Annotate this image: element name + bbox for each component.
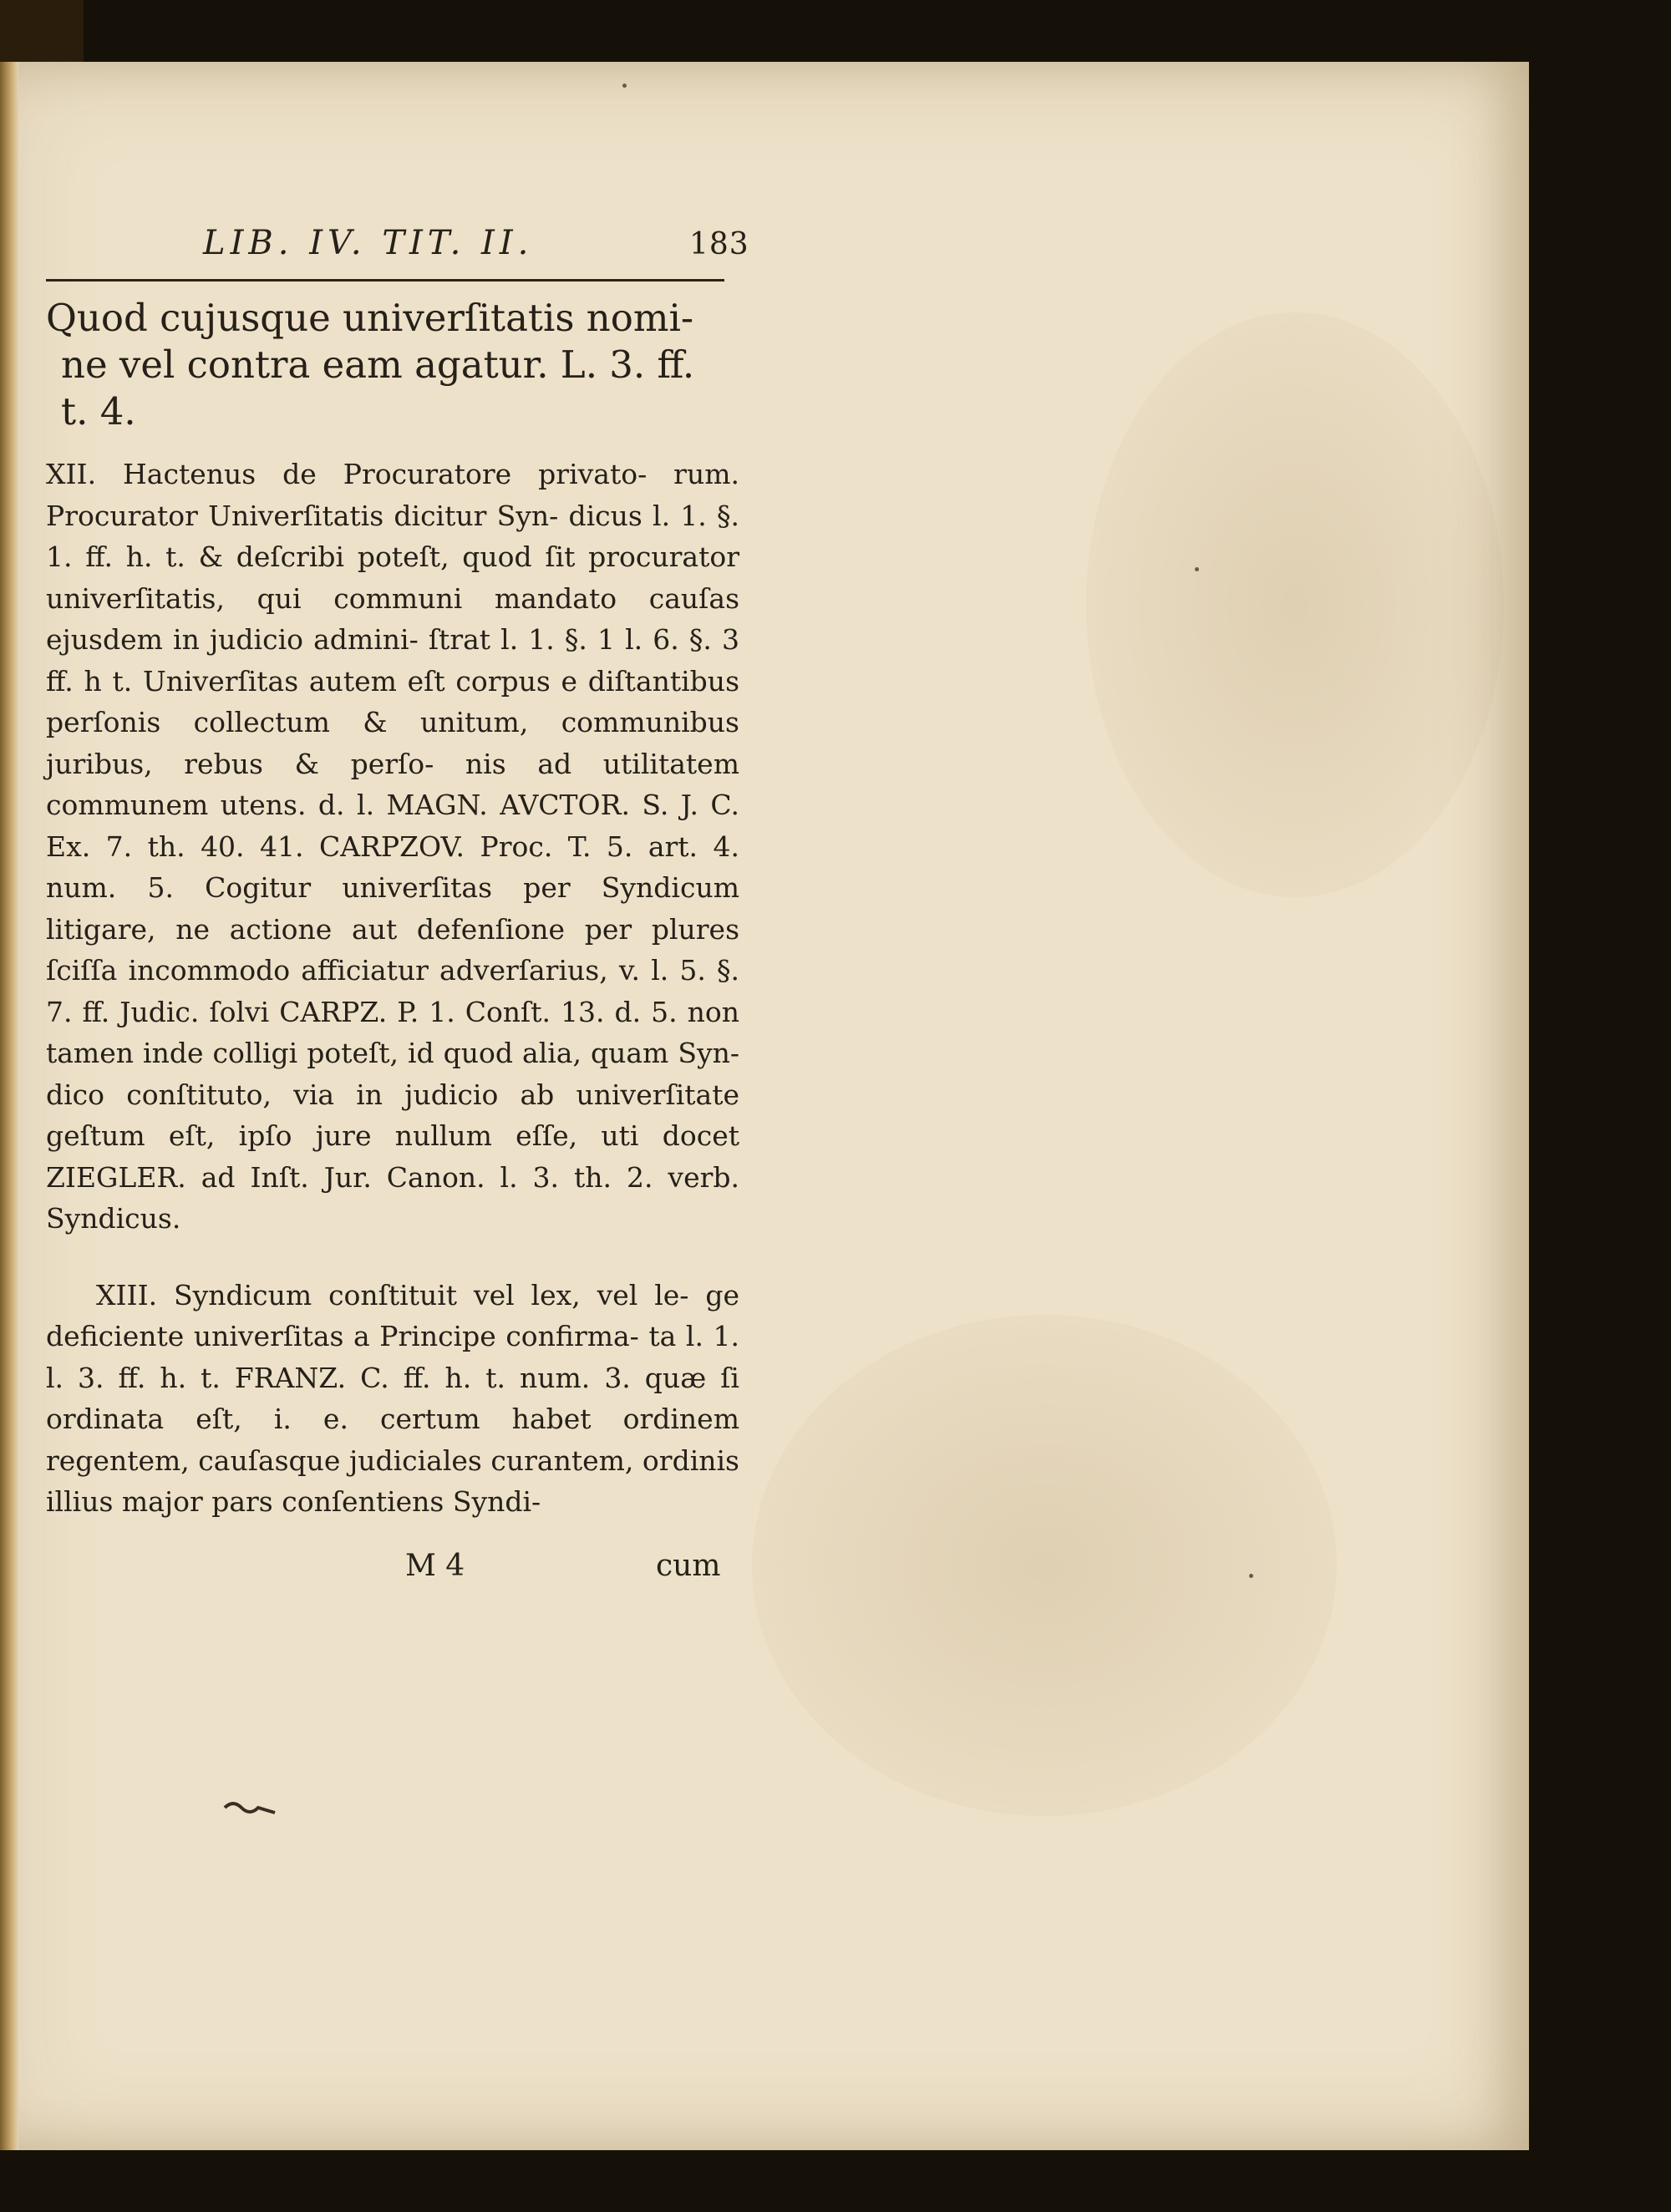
paper-speck — [1195, 567, 1199, 571]
paragraph-xii: XII. Hactenus de Procuratore privato- rum. Procurator Univerſitatis dicitur Syn- dicus l. 1. §. 1. ff. h. t. & deſcribi poteſt, quod ſit procurator univerſitatis, qui communi mandato cauſas ejusdem in judicio admini- ſtrat l. 1. §. 1 l. 6. §. 3 ff. h t. Univerſitas autem eſt corpus e diſtantibus perſonis collectum & unitum, communibus juribus, rebus & perſo- nis ad utilitatem communem utens. d. l. MAGN. AVCTOR. S. J. C. Ex. 7. th. 40. 41. CARPZOV. Proc. T. 5. art. 4. num. 5. Cogitur univerſitas per Syndicum litigare, ne actione aut defenſione per plures ſciſſa incommodo afficiatur adverſarius, v. l. 5. §. 7. ff. Judic. ſolvi CARPZ. P. 1. Conſt. 13. d. 5. non tamen inde colligi poteſt, id quod alia, quam Syn- dico conſtituto, via in judicio ab univerſitate geſtum eſt, ipſo jure nullum eſſe, uti docet ZIEGLER. ad Inſt. Jur. Canon. l. 3. th. 2. verb. Syndicus. — [46, 458, 739, 1235]
lead-paragraph — [46, 295, 739, 435]
binding-tab — [0, 0, 84, 65]
running-header — [46, 219, 749, 274]
ink-mark-icon — [221, 1798, 280, 1818]
lead-line-1: Quod cujusque univerſitatis nomi- — [46, 296, 694, 340]
text-block — [46, 219, 749, 1591]
lead-line-2: ne vel contra eam agatur. L. 3. ff. — [61, 342, 695, 387]
header-rule — [46, 279, 724, 282]
page-spine-edge — [0, 62, 18, 2150]
page-number: 183 — [689, 227, 749, 261]
paper-stain — [1086, 312, 1504, 897]
paragraph-xiii: XIII. Syndicum conſtituit vel lex, vel le- ge deficiente univerſitas a Principe confirma- ta l. 1. l. 3. ff. h. t. FRANZ. C. ff. h. t. num. 3. quæ ſi ordinata eſt, i. e. certum habet ordinem regentem, cauſasque judiciales curantem, ordinis illius major pars conſentiens Syndi- — [46, 1278, 739, 1518]
running-title: LIB. IV. TIT. II. — [203, 224, 534, 262]
signature-line — [46, 1549, 739, 1591]
signature-mark: M 4 — [405, 1548, 465, 1583]
paper-speck — [1249, 1574, 1253, 1578]
paper-stain — [752, 1315, 1337, 1816]
catchword: cum — [656, 1548, 721, 1583]
lead-line-3: t. 4. — [61, 389, 136, 434]
paper-speck — [622, 84, 627, 88]
